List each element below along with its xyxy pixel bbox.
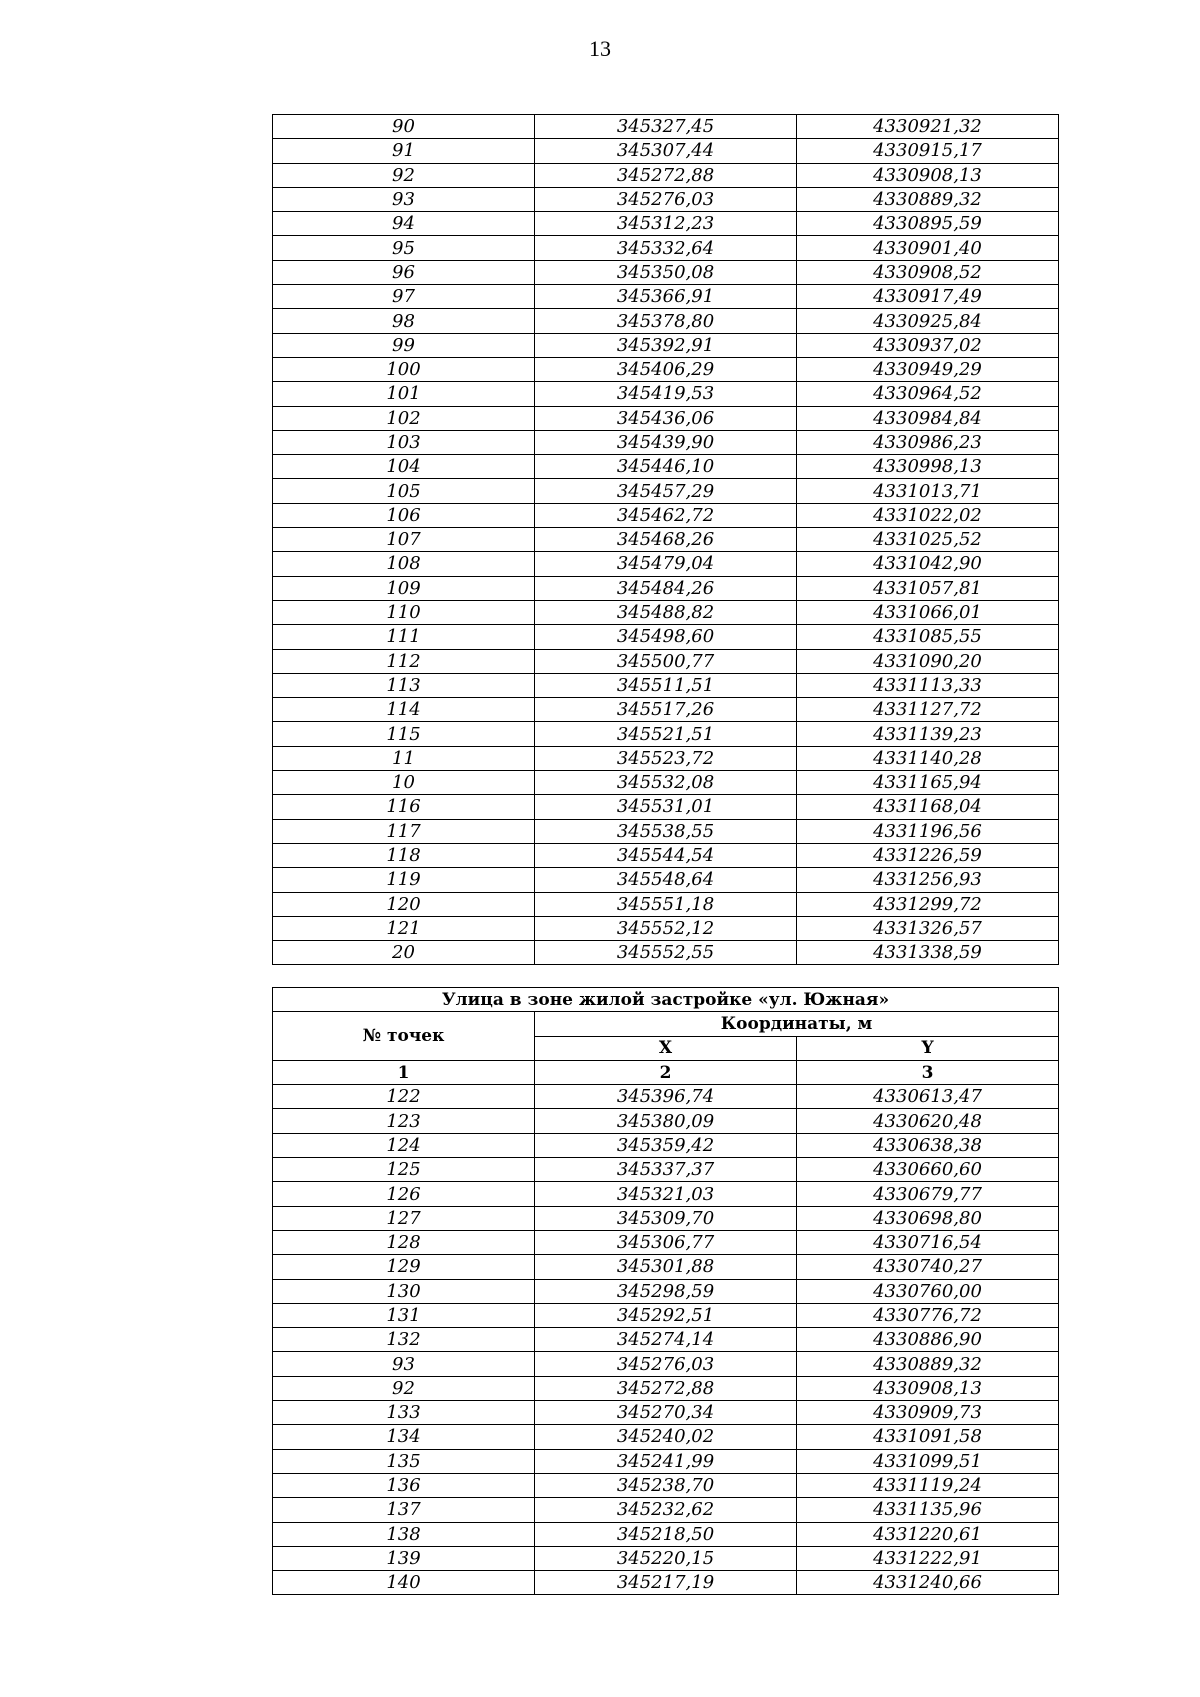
coord-x: 345498,60 [535, 625, 797, 649]
point-number: 109 [273, 576, 535, 600]
point-number: 139 [273, 1546, 535, 1570]
table-row [273, 625, 1059, 649]
coord-y: 4330964,52 [797, 382, 1059, 406]
coord-y: 4330901,40 [797, 236, 1059, 260]
point-number: 125 [273, 1158, 535, 1182]
coord-x: 345488,82 [535, 600, 797, 624]
coord-x: 345544,54 [535, 843, 797, 867]
table-row [273, 1522, 1059, 1546]
point-number: 103 [273, 430, 535, 454]
coord-y: 4330698,80 [797, 1206, 1059, 1230]
point-number: 118 [273, 843, 535, 867]
table-row [273, 382, 1059, 406]
table-row [273, 236, 1059, 260]
coord-y: 4330909,73 [797, 1401, 1059, 1425]
coord-y: 4331119,24 [797, 1473, 1059, 1497]
coord-x: 345523,72 [535, 746, 797, 770]
coord-y: 4331168,04 [797, 795, 1059, 819]
coordinates-table-yuzhnaya [272, 987, 1059, 1595]
table-row [273, 357, 1059, 381]
point-number: 92 [273, 163, 535, 187]
table-row [273, 503, 1059, 527]
coord-x: 345419,53 [535, 382, 797, 406]
point-number: 95 [273, 236, 535, 260]
coord-y: 4330638,38 [797, 1133, 1059, 1157]
coord-x: 345439,90 [535, 430, 797, 454]
table-row [273, 1230, 1059, 1254]
point-number: 110 [273, 600, 535, 624]
coord-y: 4331022,02 [797, 503, 1059, 527]
coord-x: 345337,37 [535, 1158, 797, 1182]
point-number: 116 [273, 795, 535, 819]
point-number: 130 [273, 1279, 535, 1303]
point-number: 113 [273, 673, 535, 697]
point-number: 100 [273, 357, 535, 381]
coord-x: 345552,12 [535, 916, 797, 940]
point-number: 105 [273, 479, 535, 503]
coord-x: 345298,59 [535, 1279, 797, 1303]
coord-y: 4330986,23 [797, 430, 1059, 454]
coord-x: 345272,88 [535, 1376, 797, 1400]
coord-y: 4331099,51 [797, 1449, 1059, 1473]
coord-y: 4331135,96 [797, 1498, 1059, 1522]
coord-y: 4331240,66 [797, 1571, 1059, 1595]
point-number: 90 [273, 115, 535, 139]
point-number: 137 [273, 1498, 535, 1522]
coord-y: 4331025,52 [797, 528, 1059, 552]
coord-y: 4330917,49 [797, 285, 1059, 309]
coord-y: 4330998,13 [797, 455, 1059, 479]
point-number: 129 [273, 1255, 535, 1279]
coord-y: 4331299,72 [797, 892, 1059, 916]
coord-y: 4331165,94 [797, 771, 1059, 795]
coord-x: 345321,03 [535, 1182, 797, 1206]
table-row [273, 552, 1059, 576]
coord-y: 4331042,90 [797, 552, 1059, 576]
coord-y: 4331085,55 [797, 625, 1059, 649]
coord-x: 345538,55 [535, 819, 797, 843]
coord-y: 4330937,02 [797, 333, 1059, 357]
coord-x: 345392,91 [535, 333, 797, 357]
table-row [273, 455, 1059, 479]
coord-y: 4331338,59 [797, 941, 1059, 965]
table-row [273, 528, 1059, 552]
coord-y: 4330660,60 [797, 1158, 1059, 1182]
coord-y: 4330740,27 [797, 1255, 1059, 1279]
coord-y: 4331091,58 [797, 1425, 1059, 1449]
coord-y: 4331222,91 [797, 1546, 1059, 1570]
coord-x: 345350,08 [535, 260, 797, 284]
coord-x: 345301,88 [535, 1255, 797, 1279]
table-row [273, 212, 1059, 236]
point-number: 10 [273, 771, 535, 795]
point-number: 97 [273, 285, 535, 309]
coord-y: 4331256,93 [797, 868, 1059, 892]
coord-y: 4330984,84 [797, 406, 1059, 430]
coord-x: 345312,23 [535, 212, 797, 236]
table-row [273, 576, 1059, 600]
coord-x: 345232,62 [535, 1498, 797, 1522]
point-number: 135 [273, 1449, 535, 1473]
coord-y: 4330908,13 [797, 1376, 1059, 1400]
coord-x: 345270,34 [535, 1401, 797, 1425]
point-number: 11 [273, 746, 535, 770]
table-title: Улица в зоне жилой застройке «ул. Южная» [273, 988, 1059, 1012]
point-number: 92 [273, 1376, 535, 1400]
point-number: 115 [273, 722, 535, 746]
coord-y: 4331220,61 [797, 1522, 1059, 1546]
coord-y: 4330886,90 [797, 1328, 1059, 1352]
table-row [273, 649, 1059, 673]
coord-x: 345272,88 [535, 163, 797, 187]
coord-x: 345220,15 [535, 1546, 797, 1570]
point-number: 128 [273, 1230, 535, 1254]
coord-y: 4330925,84 [797, 309, 1059, 333]
table-row [273, 1376, 1059, 1400]
table-row [273, 1109, 1059, 1133]
coord-x: 345551,18 [535, 892, 797, 916]
table-row [273, 1401, 1059, 1425]
coord-x: 345406,29 [535, 357, 797, 381]
point-number: 119 [273, 868, 535, 892]
table-row [273, 673, 1059, 697]
coord-y: 4330949,29 [797, 357, 1059, 381]
table-row [273, 1255, 1059, 1279]
coord-x: 345511,51 [535, 673, 797, 697]
table-row [273, 819, 1059, 843]
coord-y: 4330889,32 [797, 1352, 1059, 1376]
table-row [273, 260, 1059, 284]
point-number: 138 [273, 1522, 535, 1546]
coord-y: 4330908,52 [797, 260, 1059, 284]
coord-y: 4331127,72 [797, 698, 1059, 722]
coord-x: 345327,45 [535, 115, 797, 139]
coord-x: 345276,03 [535, 187, 797, 211]
table-row [273, 163, 1059, 187]
table-row [273, 600, 1059, 624]
table-row [273, 746, 1059, 770]
point-number: 106 [273, 503, 535, 527]
table-row [273, 892, 1059, 916]
coord-y: 4330895,59 [797, 212, 1059, 236]
coord-y: 4330915,17 [797, 139, 1059, 163]
coord-y: 4330679,77 [797, 1182, 1059, 1206]
coord-y: 4330760,00 [797, 1279, 1059, 1303]
point-number: 126 [273, 1182, 535, 1206]
header-y: Y [797, 1036, 1059, 1060]
table-row [273, 1328, 1059, 1352]
coord-x: 345240,02 [535, 1425, 797, 1449]
point-number: 132 [273, 1328, 535, 1352]
point-number: 108 [273, 552, 535, 576]
header-coordinates: Координаты, м [535, 1012, 1059, 1036]
table-row [273, 1352, 1059, 1376]
coord-x: 345380,09 [535, 1109, 797, 1133]
coord-y: 4331113,33 [797, 673, 1059, 697]
coord-x: 345468,26 [535, 528, 797, 552]
table-row [273, 1571, 1059, 1595]
table-row [273, 1206, 1059, 1230]
point-number: 124 [273, 1133, 535, 1157]
coord-x: 345366,91 [535, 285, 797, 309]
coord-y: 4331139,23 [797, 722, 1059, 746]
table-row [273, 1085, 1059, 1109]
coordinates-table-continued [272, 114, 1059, 965]
page-number: 13 [589, 36, 611, 61]
coord-x: 345276,03 [535, 1352, 797, 1376]
table-row [273, 430, 1059, 454]
table-row [273, 1425, 1059, 1449]
table-row [273, 309, 1059, 333]
point-number: 102 [273, 406, 535, 430]
coord-y: 4331326,57 [797, 916, 1059, 940]
point-number: 96 [273, 260, 535, 284]
coord-y: 4330921,32 [797, 115, 1059, 139]
point-number: 93 [273, 1352, 535, 1376]
point-number: 94 [273, 212, 535, 236]
point-number: 122 [273, 1085, 535, 1109]
table-row [273, 1449, 1059, 1473]
table-row [273, 1498, 1059, 1522]
table-row [273, 843, 1059, 867]
point-number: 107 [273, 528, 535, 552]
coord-x: 345532,08 [535, 771, 797, 795]
table-row [273, 916, 1059, 940]
table-row [273, 1546, 1059, 1570]
point-number: 114 [273, 698, 535, 722]
coord-x: 345274,14 [535, 1328, 797, 1352]
coord-y: 4330889,32 [797, 187, 1059, 211]
coord-x: 345552,55 [535, 941, 797, 965]
table-row [273, 1473, 1059, 1497]
table-title-row [273, 988, 1059, 1012]
header-row [273, 1012, 1059, 1036]
table-row [273, 479, 1059, 503]
point-number: 133 [273, 1401, 535, 1425]
coord-y: 4331196,56 [797, 819, 1059, 843]
table-row [273, 698, 1059, 722]
column-number: 3 [797, 1060, 1059, 1084]
coord-x: 345500,77 [535, 649, 797, 673]
table-row [273, 187, 1059, 211]
table-body [273, 988, 1059, 1595]
point-number: 127 [273, 1206, 535, 1230]
table-row [273, 795, 1059, 819]
table-row [273, 1303, 1059, 1327]
coord-x: 345517,26 [535, 698, 797, 722]
coord-x: 345292,51 [535, 1303, 797, 1327]
column-number: 2 [535, 1060, 797, 1084]
column-number: 1 [273, 1060, 535, 1084]
coord-y: 4330776,72 [797, 1303, 1059, 1327]
coord-y: 4331090,20 [797, 649, 1059, 673]
table-row [273, 406, 1059, 430]
table-body [273, 115, 1059, 965]
point-number: 134 [273, 1425, 535, 1449]
point-number: 111 [273, 625, 535, 649]
table-row [273, 722, 1059, 746]
coord-x: 345241,99 [535, 1449, 797, 1473]
table-row [273, 941, 1059, 965]
point-number: 117 [273, 819, 535, 843]
coord-y: 4331066,01 [797, 600, 1059, 624]
coord-x: 345484,26 [535, 576, 797, 600]
column-number-row [273, 1060, 1059, 1084]
point-number: 104 [273, 455, 535, 479]
header-points: № точек [273, 1012, 535, 1061]
point-number: 136 [273, 1473, 535, 1497]
point-number: 121 [273, 916, 535, 940]
coord-x: 345218,50 [535, 1522, 797, 1546]
header-x: X [535, 1036, 797, 1060]
point-number: 123 [273, 1109, 535, 1133]
point-number: 98 [273, 309, 535, 333]
coord-x: 345238,70 [535, 1473, 797, 1497]
table-row [273, 1279, 1059, 1303]
coord-y: 4330620,48 [797, 1109, 1059, 1133]
coord-x: 345217,19 [535, 1571, 797, 1595]
coord-x: 345479,04 [535, 552, 797, 576]
point-number: 140 [273, 1571, 535, 1595]
coord-x: 345306,77 [535, 1230, 797, 1254]
table-row [273, 333, 1059, 357]
table-row [273, 285, 1059, 309]
coord-x: 345446,10 [535, 455, 797, 479]
point-number: 20 [273, 941, 535, 965]
coord-x: 345332,64 [535, 236, 797, 260]
table-row [273, 1133, 1059, 1157]
coord-x: 345309,70 [535, 1206, 797, 1230]
table-row [273, 771, 1059, 795]
coord-y: 4330716,54 [797, 1230, 1059, 1254]
table-row [273, 1158, 1059, 1182]
coord-x: 345436,06 [535, 406, 797, 430]
table-row [273, 139, 1059, 163]
coord-x: 345378,80 [535, 309, 797, 333]
coord-y: 4331013,71 [797, 479, 1059, 503]
coord-y: 4331140,28 [797, 746, 1059, 770]
coord-y: 4331226,59 [797, 843, 1059, 867]
table-row [273, 868, 1059, 892]
table-row [273, 115, 1059, 139]
point-number: 120 [273, 892, 535, 916]
table-row [273, 1182, 1059, 1206]
coord-y: 4331057,81 [797, 576, 1059, 600]
coord-y: 4330908,13 [797, 163, 1059, 187]
coord-x: 345548,64 [535, 868, 797, 892]
coord-x: 345457,29 [535, 479, 797, 503]
point-number: 91 [273, 139, 535, 163]
coord-y: 4330613,47 [797, 1085, 1059, 1109]
coord-x: 345521,51 [535, 722, 797, 746]
coord-x: 345359,42 [535, 1133, 797, 1157]
coord-x: 345531,01 [535, 795, 797, 819]
coord-x: 345307,44 [535, 139, 797, 163]
point-number: 99 [273, 333, 535, 357]
coord-x: 345396,74 [535, 1085, 797, 1109]
point-number: 93 [273, 187, 535, 211]
point-number: 101 [273, 382, 535, 406]
point-number: 131 [273, 1303, 535, 1327]
point-number: 112 [273, 649, 535, 673]
coord-x: 345462,72 [535, 503, 797, 527]
